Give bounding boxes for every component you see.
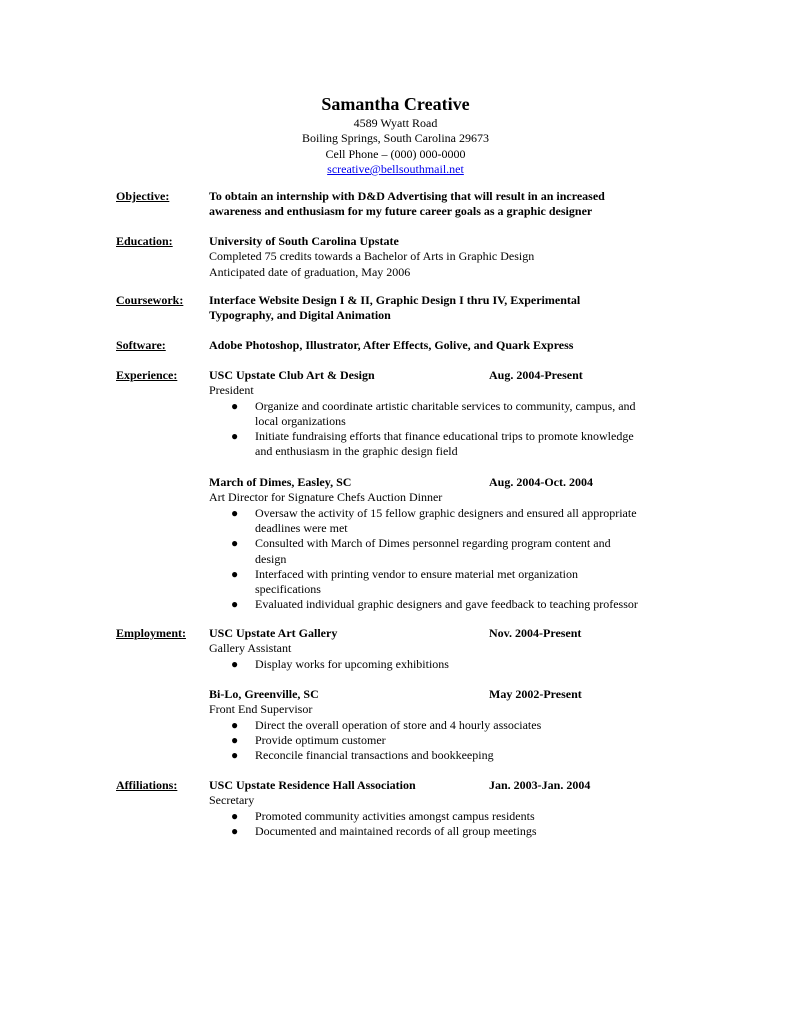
duty-text-line: local organizations [255, 413, 346, 428]
bullet-icon: ● [231, 748, 239, 763]
job-role: Art Director for Signature Chefs Auction Dinner [209, 490, 443, 505]
education-line-1: Completed 75 credits towards a Bachelor of Arts in Graphic Design [209, 249, 535, 264]
software-list: Adobe Photoshop, Illustrator, After Effects, Golive, and Quark Express [209, 338, 574, 352]
duty-list-item [209, 567, 679, 598]
bullet-icon: ● [231, 733, 239, 748]
objective-line-2: awareness and enthusiasm for my future career goals as a graphic designer [209, 204, 593, 219]
job-dates: Nov. 2004-Present [489, 626, 582, 640]
duty-text-line: specifications [255, 582, 321, 597]
job-spacer [209, 460, 679, 475]
objective-label: Objective: [116, 189, 170, 203]
job-organization: Bi-Lo, Greenville, SC [209, 687, 319, 702]
job-organization: USC Upstate Residence Hall Association [209, 778, 416, 792]
duty-text-line: Initiate fundraising efforts that finance educational trips to promote knowledge [255, 429, 634, 444]
job-role: President [209, 383, 254, 398]
coursework-line-1: Interface Website Design I & II, Graphic Design I thru IV, Experimental [209, 293, 581, 307]
job-spacer [209, 672, 679, 687]
coursework-label: Coursework: [116, 293, 184, 307]
duty-list-item [209, 824, 679, 839]
job-organization: USC Upstate Club Art & Design [209, 368, 375, 382]
candidate-name: Samantha Creative [321, 94, 470, 114]
duty-text-line: Organize and coordinate artistic charitable services to community, campus, and [255, 398, 636, 413]
duty-text-line: Evaluated individual graphic designers and gave feedback to teaching professor [255, 597, 638, 612]
bullet-icon: ● [231, 597, 239, 612]
address-line-2: Boiling Springs, South Carolina 29673 [301, 131, 489, 146]
duty-list-item [209, 506, 679, 537]
employment-label: Employment: [116, 626, 186, 640]
duty-list-item [209, 399, 679, 430]
bullet-icon: ● [231, 808, 239, 823]
duty-list-item [209, 657, 679, 672]
duty-text-line: Oversaw the activity of 15 fellow graphic designers and ensured all appropriate [255, 505, 637, 520]
job-heading-row [209, 475, 679, 490]
bullet-icon: ● [231, 505, 239, 520]
coursework-line-2: Typography, and Digital Animation [209, 308, 391, 323]
bullet-icon: ● [231, 717, 239, 732]
software-label: Software: [116, 338, 166, 352]
duty-text-line: Interfaced with printing vendor to ensure material met organization [255, 566, 578, 581]
duty-list-item [209, 429, 679, 460]
education-line-2: Anticipated date of graduation, May 2006 [209, 264, 411, 279]
school-name: University of South Carolina Upstate [209, 234, 399, 248]
job-dates: Aug. 2004-Oct. 2004 [489, 475, 593, 490]
email-link[interactable]: screative@bellsouthmail.net [327, 161, 464, 176]
address-line-1: 4589 Wyatt Road [353, 116, 438, 130]
objective-line-1: To obtain an internship with D&D Advertising that will result in an increased [209, 189, 605, 203]
duty-text-line: Consulted with March of Dimes personnel regarding program content and [255, 536, 611, 551]
job-dates: May 2002-Present [489, 687, 582, 702]
duty-list-item [209, 733, 679, 748]
duty-list-item [209, 597, 679, 612]
duty-list-item [209, 809, 679, 824]
phone-line: Cell Phone – (000) 000-0000 [325, 146, 466, 161]
job-duties-list [209, 657, 679, 672]
job-heading-row [209, 626, 679, 641]
job-duties-list [209, 506, 679, 613]
experience-label: Experience: [116, 368, 178, 382]
duty-text-line: Provide optimum customer [255, 733, 386, 748]
job-heading-row [209, 687, 679, 702]
duty-text-line: Direct the overall operation of store and 4 hourly associates [255, 717, 542, 732]
bullet-icon: ● [231, 398, 239, 413]
job-organization: USC Upstate Art Gallery [209, 626, 338, 640]
affiliations-label: Affiliations: [116, 778, 178, 792]
affiliations-jobs [209, 778, 679, 839]
experience-jobs [209, 368, 679, 613]
job-heading-row [209, 778, 679, 793]
duty-text-line: deadlines were met [255, 520, 348, 535]
job-role: Gallery Assistant [209, 641, 292, 656]
job-heading-row [209, 368, 679, 383]
duty-text-line: and enthusiasm in the graphic design field [255, 444, 458, 459]
job-role: Front End Supervisor [209, 702, 313, 717]
duty-text-line: design [255, 551, 287, 566]
job-duties-list [209, 399, 679, 460]
job-dates: Jan. 2003-Jan. 2004 [489, 778, 591, 792]
duty-list-item [209, 536, 679, 567]
duty-text-line: Promoted community activities amongst campus residents [255, 808, 535, 823]
employment-jobs [209, 626, 679, 764]
duty-list-item [209, 748, 679, 763]
job-dates: Aug. 2004-Present [489, 368, 583, 382]
job-organization: March of Dimes, Easley, SC [209, 475, 352, 490]
bullet-icon: ● [231, 429, 239, 444]
duty-text-line: Reconcile financial transactions and bookkeeping [255, 748, 494, 763]
bullet-icon: ● [231, 656, 239, 671]
job-role: Secretary [209, 793, 255, 808]
education-label: Education: [116, 234, 173, 248]
resume-header [0, 92, 791, 177]
duty-text-line: Display works for upcoming exhibitions [255, 656, 449, 671]
duty-text-line: Documented and maintained records of all group meetings [255, 823, 537, 838]
job-duties-list [209, 718, 679, 764]
bullet-icon: ● [231, 566, 239, 581]
job-duties-list [209, 809, 679, 840]
duty-list-item [209, 718, 679, 733]
bullet-icon: ● [231, 536, 239, 551]
bullet-icon: ● [231, 823, 239, 838]
